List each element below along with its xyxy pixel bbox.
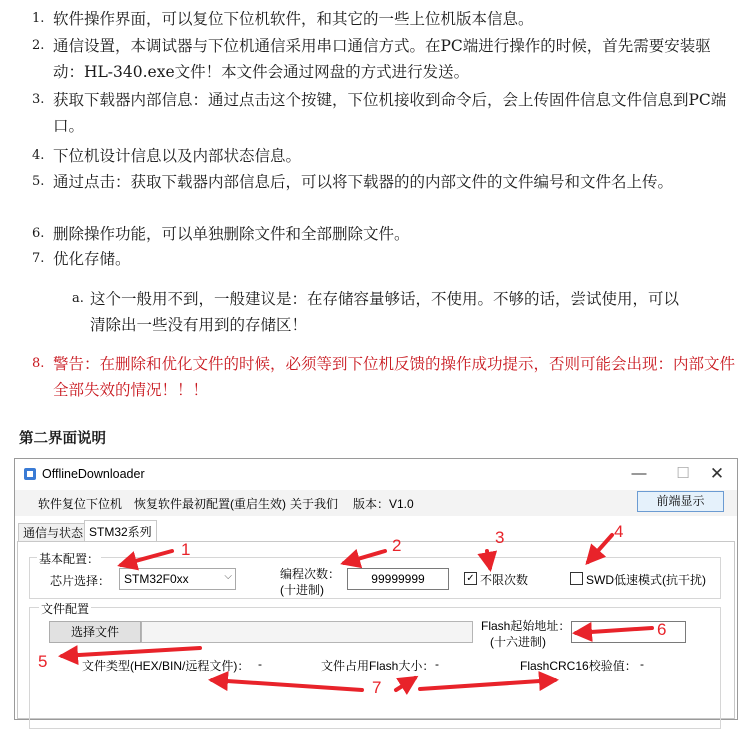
- list-number: 1.: [32, 11, 45, 26]
- annotation-1: 1: [181, 540, 191, 559]
- list-number: 5.: [32, 174, 45, 189]
- list-number: 8.: [32, 356, 45, 371]
- chevron-down-icon: ⌵: [224, 571, 232, 582]
- prog-count-unit: (十进制): [280, 583, 324, 597]
- swd-checkbox[interactable]: [570, 572, 583, 585]
- annotation-5: 5: [38, 652, 48, 671]
- list-text: 通过点击：获取下载器内部信息后，可以将下载器的的内部文件的文件编号和文件名上传。: [53, 173, 674, 191]
- menu-bar: [15, 490, 737, 516]
- menu-reset-device[interactable]: 软件复位下位机: [38, 497, 123, 511]
- list-number: 3.: [32, 92, 45, 107]
- unlimited-label: 不限次数: [480, 573, 529, 587]
- file-type-label: 文件类型(HEX/BIN/远程文件)：: [82, 659, 250, 673]
- basic-config-label: 基本配置：: [39, 552, 100, 566]
- list-text: 下位机设计信息以及内部状态信息。: [53, 147, 302, 165]
- annotation-4: 4: [614, 522, 624, 541]
- chip-select[interactable]: [119, 568, 236, 590]
- flash-start-address-label: Flash起始地址：: [481, 619, 571, 633]
- prog-count-input[interactable]: 99999999: [347, 568, 449, 590]
- list-text: 获取下载器内部信息：通过点击这个按键，下位机接收到命令后，会上传固件信息文件信息到PC端口。: [53, 91, 727, 135]
- file-path-field[interactable]: [141, 621, 473, 643]
- flash-size-value: -: [435, 657, 439, 671]
- flash-start-address-input[interactable]: [571, 621, 686, 643]
- annotation-7: 7: [372, 678, 382, 697]
- list-number: 2.: [32, 38, 45, 53]
- warning-text: 警告：在删除和优化文件的时候，必须等到下位机反馈的操作成功提示，否则可能会出现：内部文件全部失效的情况！！！: [53, 355, 736, 399]
- sub-list-letter: a.: [72, 291, 84, 306]
- menu-about[interactable]: 关于我们: [290, 497, 339, 511]
- unlimited-checkbox[interactable]: ✓: [464, 572, 477, 585]
- tab-bar: [15, 520, 737, 542]
- menu-restore-config[interactable]: 恢复软件最初配置(重启生效): [134, 497, 286, 511]
- menu-version[interactable]: 版本：V1.0: [353, 497, 414, 511]
- section-title: 第二界面说明: [19, 430, 106, 447]
- annotation-3: 3: [495, 528, 505, 547]
- file-type-value: -: [258, 657, 262, 671]
- prog-count-label: 编程次数：: [280, 567, 341, 581]
- flash-start-address-unit: (十六进制): [490, 635, 546, 649]
- list-text: 软件操作界面，可以复位下位机软件，和其它的一些上位机版本信息。: [53, 10, 534, 28]
- front-display-button[interactable]: 前端显示: [637, 491, 724, 512]
- list-text: 优化存储。: [53, 250, 131, 268]
- swd-low-speed-label: SWD低速模式(抗干扰): [586, 573, 706, 587]
- list-text: 删除操作功能，可以单独删除文件和全部删除文件。: [53, 225, 410, 243]
- tab-stm32[interactable]: STM32系列: [84, 520, 157, 543]
- crc-label: FlashCRC16校验值：: [520, 659, 637, 673]
- sub-list-text: 这个一般用不到，一般建议是：在存储容量够话，不使用。不够的话，尝试使用，可以清除出一些没有用到的存储区！: [90, 290, 680, 334]
- app-icon: [23, 467, 37, 481]
- maximize-button[interactable]: ☐: [676, 465, 690, 482]
- window-title: OfflineDownloader: [42, 467, 145, 481]
- list-number: 7.: [32, 251, 45, 266]
- file-config-label: 文件配置: [41, 602, 90, 616]
- tab-comm-status[interactable]: 通信与状态: [18, 523, 88, 542]
- chip-select-value: STM32F0xx: [124, 572, 189, 586]
- close-button[interactable]: ✕: [709, 464, 725, 483]
- select-file-button[interactable]: 选择文件: [49, 621, 141, 643]
- list-text: 通信设置，本调试器与下位机通信采用串口通信方式。在PC端进行操作的时候，首先需要安装驱动：HL-340.exe文件！本文件会通过网盘的方式进行发送。: [53, 37, 711, 81]
- flash-size-label: 文件占用Flash大小：: [321, 659, 435, 673]
- list-number: 6.: [32, 226, 45, 241]
- title-bar: [15, 459, 737, 490]
- minimize-button[interactable]: —: [631, 465, 647, 482]
- crc-value: -: [640, 657, 644, 671]
- list-number: 4.: [32, 148, 45, 163]
- annotation-6: 6: [657, 620, 667, 639]
- chip-select-label: 芯片选择：: [50, 574, 111, 588]
- annotation-2: 2: [392, 536, 402, 555]
